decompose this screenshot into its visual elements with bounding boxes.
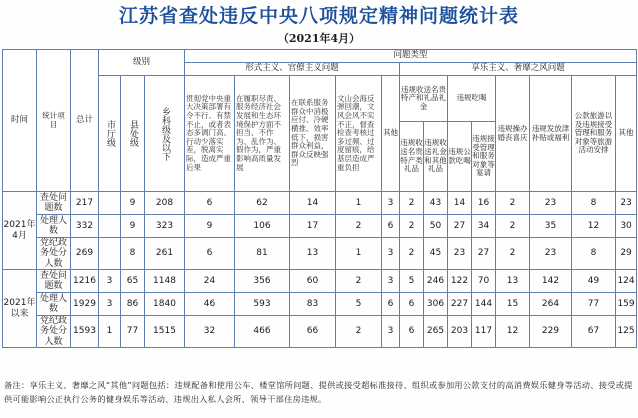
header-formalism-3: 在联系服务群众中消极应付、冷硬横推、效率低下，损害群众利益，群众反映强烈 xyxy=(290,76,336,192)
cell: 23 xyxy=(448,238,472,270)
cell: 8 xyxy=(121,238,145,270)
header-item: 统计项目 xyxy=(37,50,71,192)
cell: 2 xyxy=(400,238,424,270)
cell: 65 xyxy=(121,270,145,293)
cell: 6 xyxy=(400,316,424,348)
cell: 3 xyxy=(99,293,121,316)
cell: 3 xyxy=(382,238,400,270)
header-gifts-money: 违规收送礼金和其他礼品 xyxy=(424,122,448,192)
table-row xyxy=(3,238,637,270)
cell: 5 xyxy=(400,270,424,293)
header-problem-type: 问题类型 xyxy=(185,50,637,63)
header-city: 市厅级 xyxy=(99,76,121,192)
cell: 15 xyxy=(496,293,530,316)
header-hedonism-weddings: 违规操办婚丧喜庆 xyxy=(496,76,530,192)
cell: 246 xyxy=(424,270,448,293)
cell: 86 xyxy=(121,293,145,316)
cell: 142 xyxy=(530,270,572,293)
cell: 208 xyxy=(145,192,185,215)
cell: 203 xyxy=(448,316,472,348)
cell: 6 xyxy=(400,293,424,316)
cell: 81 xyxy=(235,238,290,270)
cell: 60 xyxy=(290,270,336,293)
cell: 2 xyxy=(496,238,530,270)
cell: 27 xyxy=(448,215,472,238)
header-hedonism-travel: 公款旅游以及违规接受管理和服务对象等旅游活动安排 xyxy=(572,76,616,192)
cell: 77 xyxy=(121,316,145,348)
cell: 1 xyxy=(336,192,382,215)
cell: 43 xyxy=(424,192,448,215)
cell: 2 xyxy=(496,215,530,238)
cell: 29 xyxy=(616,238,637,270)
header-formalism: 形式主义、官僚主义问题 xyxy=(185,63,400,76)
cell: 6 xyxy=(382,215,400,238)
group-time-2: 2021年以来 xyxy=(3,270,37,348)
report-subtitle: （2021年4月） xyxy=(277,32,361,45)
cell: 30 xyxy=(616,215,637,238)
cell: 8 xyxy=(572,238,616,270)
cell: 125 xyxy=(616,316,637,348)
cell: 159 xyxy=(616,293,637,316)
cell: 34 xyxy=(472,215,496,238)
cell: 2 xyxy=(496,192,530,215)
header-formalism-4: 文山会海反弹回潮，文风会风不实不正，督查检查考核过多过频、过度留痕，给基层造成严重负担 xyxy=(336,76,382,192)
header-hedonism: 享乐主义、奢靡之风问题 xyxy=(400,63,637,76)
cell: 23 xyxy=(530,192,572,215)
cell: 13 xyxy=(290,238,336,270)
cell: 1148 xyxy=(145,270,185,293)
cell: 6 xyxy=(185,238,235,270)
cell: 122 xyxy=(448,270,472,293)
table-row xyxy=(3,215,637,238)
cell: 2 xyxy=(400,192,424,215)
header-total: 总计 xyxy=(71,50,99,192)
header-hedonism-gifts: 违规收送名贵特产和礼品礼金 xyxy=(400,76,448,122)
cell: 227 xyxy=(448,293,472,316)
cell: 6 xyxy=(382,293,400,316)
cell: 50 xyxy=(424,215,448,238)
cell: 27 xyxy=(472,238,496,270)
cell: 13 xyxy=(496,270,530,293)
cell: 46 xyxy=(185,293,235,316)
cell: 1593 xyxy=(71,316,99,348)
cell: 124 xyxy=(616,270,637,293)
cell: 49 xyxy=(572,270,616,293)
cell: 23 xyxy=(616,192,637,215)
cell: 45 xyxy=(424,238,448,270)
header-formalism-1: 贯彻党中央重大决策部署有令不行、有禁不止，或者表态多调门高、行动少落实差，脱离实际，造成严重后果 xyxy=(185,76,235,192)
cell: 3 xyxy=(382,270,400,293)
cell: 14 xyxy=(290,192,336,215)
cell: 261 xyxy=(145,238,185,270)
cell: 2 xyxy=(336,270,382,293)
cell xyxy=(99,215,121,238)
cell: 67 xyxy=(572,316,616,348)
header-dining-banquet: 违规接受管理和服务对象等宴请 xyxy=(472,122,496,192)
header-hedonism-dining: 违规吃喝 xyxy=(448,76,496,122)
cell: 12 xyxy=(572,215,616,238)
header-hedonism-subsidies: 违规发放津补贴或福利 xyxy=(530,76,572,192)
cell: 265 xyxy=(424,316,448,348)
cell: 466 xyxy=(235,316,290,348)
row-label: 处理人数 xyxy=(37,215,71,238)
cell: 1216 xyxy=(71,270,99,293)
cell: 83 xyxy=(290,293,336,316)
cell xyxy=(99,238,121,270)
cell: 32 xyxy=(185,316,235,348)
cell: 3 xyxy=(99,270,121,293)
cell: 1840 xyxy=(145,293,185,316)
cell: 77 xyxy=(572,293,616,316)
cell: 117 xyxy=(472,316,496,348)
cell: 24 xyxy=(185,270,235,293)
table-row xyxy=(3,270,637,293)
table-row xyxy=(3,192,637,215)
cell: 9 xyxy=(121,215,145,238)
table-row xyxy=(3,293,637,316)
cell: 17 xyxy=(290,215,336,238)
header-level: 级别 xyxy=(99,50,185,76)
group-time-1: 2021年4月 xyxy=(3,192,37,270)
header-gifts-specialty: 违规收送名贵特产类礼品 xyxy=(400,122,424,192)
cell: 70 xyxy=(472,270,496,293)
cell: 6 xyxy=(185,192,235,215)
row-label: 查处问题数 xyxy=(37,192,71,215)
header-town: 乡科级及以下 xyxy=(145,76,185,192)
cell: 62 xyxy=(235,192,290,215)
cell: 229 xyxy=(530,316,572,348)
cell: 1 xyxy=(336,238,382,270)
cell: 9 xyxy=(121,192,145,215)
row-label: 党纪政务处分人数 xyxy=(37,238,71,270)
cell: 5 xyxy=(336,293,382,316)
cell: 12 xyxy=(496,316,530,348)
cell: 1 xyxy=(99,316,121,348)
cell: 1929 xyxy=(71,293,99,316)
table-row xyxy=(3,316,637,348)
cell: 66 xyxy=(290,316,336,348)
cell: 1515 xyxy=(145,316,185,348)
cell: 2 xyxy=(400,215,424,238)
header-county: 县处级 xyxy=(121,76,145,192)
cell: 356 xyxy=(235,270,290,293)
header-time: 时间 xyxy=(3,50,37,192)
header-dining-public: 违规公款吃喝 xyxy=(448,122,472,192)
row-label: 查处问题数 xyxy=(37,270,71,293)
footnote: 备注：享乐主义、奢靡之风“其他”问题包括：违规配备和使用公车、楼堂馆所问题、提供或接受超标准接待、组织或参加用公款支付的高消费娱乐健身等活动、接受或提供可能影响公正执行公务的健身娱乐等活动、违规出入私人会所、领导干部住房违规。 xyxy=(4,380,633,404)
cell xyxy=(99,192,121,215)
cell: 264 xyxy=(530,293,572,316)
row-label: 党纪政务处分人数 xyxy=(37,316,71,348)
cell: 14 xyxy=(448,192,472,215)
cell: 144 xyxy=(472,293,496,316)
cell: 3 xyxy=(382,316,400,348)
cell: 217 xyxy=(71,192,99,215)
cell: 332 xyxy=(71,215,99,238)
report-title: 江苏省查处违反中央八项规定精神问题统计表 xyxy=(118,5,519,27)
cell: 593 xyxy=(235,293,290,316)
cell: 323 xyxy=(145,215,185,238)
cell: 269 xyxy=(71,238,99,270)
header-hedonism-other: 其他 xyxy=(616,76,637,192)
cell: 16 xyxy=(472,192,496,215)
row-label: 处理人数 xyxy=(37,293,71,316)
header-formalism-other: 其他 xyxy=(382,76,400,192)
cell: 106 xyxy=(235,215,290,238)
cell: 2 xyxy=(336,215,382,238)
statistics-table xyxy=(2,49,637,348)
cell: 306 xyxy=(424,293,448,316)
cell: 8 xyxy=(572,192,616,215)
cell: 3 xyxy=(382,192,400,215)
cell: 9 xyxy=(185,215,235,238)
cell: 35 xyxy=(530,215,572,238)
cell: 23 xyxy=(530,238,572,270)
cell: 2 xyxy=(336,316,382,348)
header-formalism-2: 在履职尽责、服务经济社会发展和生态环境保护方面不担当、不作为、乱作为、假作为，严重影响高质量发展 xyxy=(235,76,290,192)
